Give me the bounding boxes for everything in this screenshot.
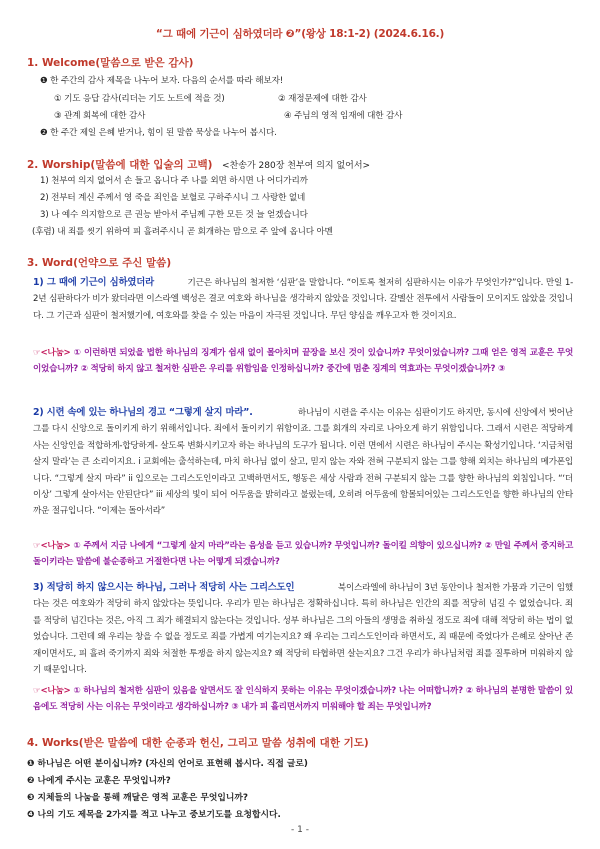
word-question-3 <box>33 683 573 715</box>
question-2-text: ① 주께서 지금 나에게 “그렇게 살지 마라”라는 음성을 듣고 있습니까? 무엇입니까? 돌이킬 의향이 있으십니까? ② 만일 주께서 중지하고 돌이키라는 말씀에 불순종하고 거절한다면 나는 어떻게 되겠습니까? <box>33 541 573 568</box>
word-section-1 <box>33 275 573 324</box>
worship-hymn: <찬송가 280장 천부여 의지 없어서> <box>222 161 371 171</box>
question-1-mark: ☞<나눔> <box>33 348 71 358</box>
word-section-2-heading: 2) 시련 속에 있는 하나님의 경고 “그렇게 살지 마라”. <box>33 407 253 418</box>
welcome-item-1: ❶ 한 주간의 감사 제목을 나누어 보자. 다음의 순서를 따라 해보자! <box>40 76 284 86</box>
question-3-text: ① 하나님의 철저한 심판이 있음을 알면서도 잘 인식하지 못하는 이유는 무엇이겠습니까? 나는 어떠합니까? ② 하나님의 분명한 말씀이 있음에도 적당히 사는 이유는 무엇이라고 생각하십니까? ③ 내가 피 흘리면서까지 미워해야 할 죄는 무엇입니까? <box>33 686 573 713</box>
worship-heading: 2. Worship(말씀에 대한 입술의 고백) <box>27 159 213 171</box>
worship-line-3: 3) 나 예수 의지함으로 큰 권능 받아서 주님께 구한 모든 것 늘 얻겠습니다 <box>40 210 308 220</box>
question-1-text: ① 이런하면 되었을 법한 하나님의 징계가 쉼새 없이 몰아치며 끝장을 보신 것이 있습니까? 무엇이었습니까? 그때 얻은 영적 교훈은 무엇이었습니까? ② 적당히 하지 않고 철저한 심판은 우리를 위함임을 인정하십니까? 중간에 멈춘 징계의 역효과는 무엇이겠습니까? ③ <box>33 348 573 375</box>
page-title: “그 때에 기근이 심하였더라 ❷”(왕상 18:1-2) (2024.6.16.) <box>155 28 445 40</box>
word-question-2 <box>33 538 573 570</box>
word-section-3 <box>33 580 573 678</box>
works-item-4: ❹ 나의 기도 제목을 2가지를 적고 나누고 중보기도를 요청합시다. <box>27 810 281 820</box>
works-heading: 4. Works(받은 말씀에 대한 순종과 헌신, 그리고 말씀 성취에 대한 기도) <box>27 737 369 749</box>
welcome-sub-3: ③ 관계 회복에 대한 감사 <box>54 111 146 121</box>
question-2-mark: ☞<나눔> <box>33 541 71 551</box>
works-item-1: ❶ 하나님은 어떤 분이십니까? (자신의 언어로 표현해 봅시다. 직접 글로) <box>27 759 308 769</box>
worship-refrain: (후렴) 내 죄를 씻기 위하여 피 흘려주시니 곧 회개하는 맘으로 주 앞에 옵니다 아멘 <box>32 227 333 237</box>
worship-heading-row <box>27 157 370 172</box>
page-number: - 1 - <box>291 825 309 835</box>
welcome-sub-2: ② 재정문제에 대한 감사 <box>278 94 367 104</box>
welcome-sub-4: ④ 주님의 영적 임재에 대한 감사 <box>284 111 403 121</box>
worship-line-2: 2) 전부터 계신 주께서 영 죽을 죄인을 보혈로 구하주시니 그 사랑한 없네 <box>40 193 306 203</box>
word-section-2-body: 하나님이 시련을 주시는 이유는 심판이기도 하지만, 동시에 신앙에서 벗어난 그를 다시 신앙으로 돌이키게 하기 위해서입니다. 죄에서 돌이키기 위함이죠. 그를 회개의 자리로 나아오게 하기 위함입니다. 그래서 시련은 적당하게 사는 신앙인을 적합하게-합당하게- 살도록 변화시키고자 하는 하나님의 도구가 됩니다. 이런 면에서 시련은 하나님이 주시는 확성기입니다. ‘지금처럼 살지 말라’는 큰 소리이지요. i 교회에는 출석하는데, 마치 하나님 없이 살고, 믿지 않는 자와 전혀 구분되지 않는 그를 향해 외치는 하나님의 메가폰입니다. “그렇게 살지 마라” ii 입으로는 그리스도인이라고 고백하면서도, 행동은 세상 사람과 전혀 구분되지 않는 그를 향한 하나님의 외침입니다. “‘더 이상’ 그렇게 살아서는 안된단다” iii 세상의 빛이 되어 어두움을 밝히라고 불렀는데, 오히려 어두움에 함몰되어있는 그리스도인을 향한 하나님의 안타까운 절규입니다. “이제는 돌아서라” <box>33 408 573 517</box>
word-section-3-body: 북이스라엘에 하나님이 3년 동안이나 철저한 가뭄과 기근이 임했다는 것은 여호와가 적당히 하지 않았다는 뜻입니다. 우리가 믿는 하나님은 정확하십니다. 특히 하나님은 인간의 죄를 적당히 넘길 수 없었습니다. 죄를 적당히 넘긴다는 것은, 아직 그 죄가 해결되지 않는다는 것입니다. 성부 하나님은 그의 아들의 생명을 취하실 정도로 죄에 대해 적당히 하는 법이 없었습니다. 그런데 왜 우리는 창을 수 없을 정도로 죄를 가볍게 여기는지요? 왜 우리는 그리스도인이라 하면서도, 죄 때문에 죽었다가 은혜로 살아난 존재이면서도, 피 흘려 죽기까지 죄와 처절한 투쟁을 하지 않는지요? 왜 적당히 타협하면 살는지요? 그건 우리가 하나님처럼 죄를 질투하며 미워하지 않기 때문입니다. <box>33 583 573 676</box>
works-item-3: ❸ 지체들의 나눔을 통해 깨달은 영적 교훈은 무엇입니까? <box>27 793 248 803</box>
word-section-3-heading: 3) 적당히 하지 않으시는 하나님, 그러나 적당히 사는 그리스도인 <box>33 582 295 593</box>
works-item-2: ❷ 나에게 주시는 교훈은 무엇입니까? <box>27 776 171 786</box>
welcome-heading: 1. Welcome(말씀으로 받은 감사) <box>27 57 194 69</box>
question-3-mark: ☞<나눔> <box>33 686 71 696</box>
word-question-1 <box>33 345 573 377</box>
welcome-sub-1: ① 기도 응답 감사(리더는 기도 노트에 적을 것) <box>54 94 225 104</box>
word-section-1-body: 기근은 하나님의 철저한 ‘심판’을 말합니다. “이토록 철저히 심판하시는 이유가 무엇인가?”입니다. 만일 1-2년 심판하다가 비가 왔더라면 이스라엘 백성은 결코 여호와 하나님을 생각하지 않았을 것입니다. 갈멜산 전투에서 사람들이 모이지도 않았을 것입니다. 그 기근과 심판이 철저했기에, 여호와를 찾을 수 있는 마음이 자극된 것입니다. 무딘 양심을 깨우고자 한 것이지요. <box>33 278 573 321</box>
worship-line-1: 1) 천부여 의지 없어서 손 들고 옵니다 주 나를 외면 하시면 나 어디가리까 <box>40 176 308 186</box>
word-section-2 <box>33 405 573 520</box>
word-heading: 3. Word(언약으로 주신 말씀) <box>27 257 172 269</box>
welcome-item-2: ❷ 한 주간 제일 은혜 받거나, 힘이 된 말씀 묵상을 나누어 봅시다. <box>40 128 277 138</box>
word-section-1-heading: 1) 그 때에 기근이 심하였더라 <box>33 277 154 288</box>
